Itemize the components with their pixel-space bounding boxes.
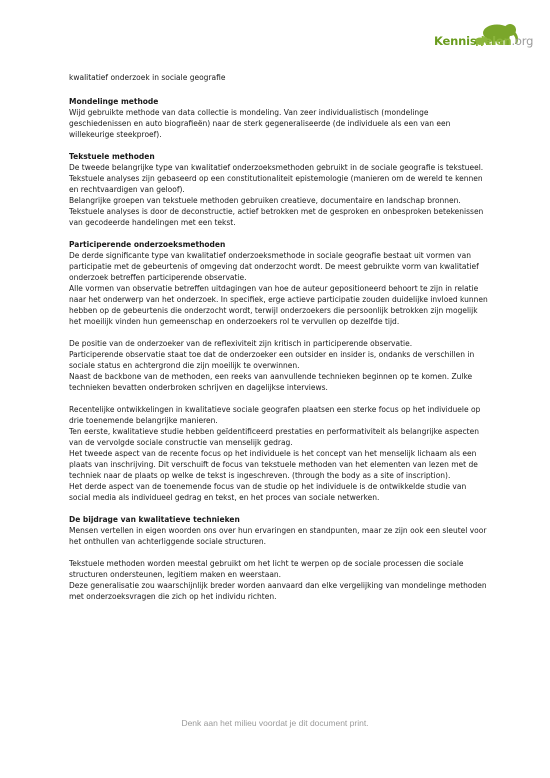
paragraph: Deze generalisatie zou waarschijnlijk breder worden aanvaard dan elke vergelijking van mondelinge methoden met onderzoeksvragen die zich op het individu richten.	[69, 581, 487, 601]
paragraph: Naast de backbone van de methoden, een reeks van aanvullende technieken beginnen op te komen. Zulke technieken bevatten onderbroken schrijven en dagelijkse interviews.	[69, 372, 473, 392]
paragraph: Het derde aspect van de toenemende focus van de studie op het individuele is de ontwikkelde studie van social media als individueel gedrag en tekst, en het proces van sociale netwerken.	[69, 482, 467, 502]
paragraph: Het tweede aspect van de recente focus op het individuele is het concept van het menselijk lichaam als een plaats van inschrijving. Dit verschuift de focus van tekstuele methoden van het elementen van lezen met de techniek naar de plaats op welke de tekst is ingeschreven. (through the body as a site of inscription).	[69, 449, 478, 480]
paragraph: De tweede belangrijke type van kwalitatief onderzoeksmethoden gebruikt in de sociale geografie is tekstueel. Tekstuele analyses zijn gebaseerd op een constitutionaliteit epistemologie (manieren om de wereld te kennen en rechtvaardigen van geloof).	[69, 163, 484, 194]
section-heading: De bijdrage van kwalitatieve technieken	[69, 515, 240, 524]
document-body	[69, 72, 489, 613]
paragraph: Belangrijke groepen van tekstuele methoden gebruiken creatieve, documentaire en landschap bronnen.	[69, 196, 461, 205]
logo-text-part3: .org	[511, 34, 534, 48]
paragraph: Ten eerste, kwalitatieve studie hebben geïdentificeerd prestaties en performativiteit als belangrijke aspecten van de vervolgde sociale constructie van menselijk gedrag.	[69, 427, 479, 447]
footer-note: Denk aan het milieu voordat je dit document print.	[181, 718, 369, 728]
document-section	[69, 514, 489, 547]
document-section	[69, 404, 489, 503]
paragraph: Alle vormen van observatie betreffen uitdagingen van hoe de auteur gepositioneerd behoort te zijn in relatie naar het onderwerp van het onderzoek. In specifiek, erge actieve participatie zouden duidelijke invloed kunnen hebben op de gebeurtenis die onderzocht wordt, terwijl onderzoekers die persoonlijk betrokken zijn mogelijk het moeilijk vinden hun gemeenschap en onderzoekers rol te vervullen op dezelfde tijd.	[69, 284, 488, 326]
paragraph: Tekstuele analyses is door de deconstructie, actief betrokken met de gesproken en onbesproken betekenissen van gecodeerde handelingen met een tekst.	[69, 207, 484, 227]
document-section	[69, 338, 489, 393]
paragraph: Participerende observatie staat toe dat de onderzoeker een outsider en insider is, ondanks de verschillen in sociale status en achtergrond die zijn moeilijk te overwinnen.	[69, 350, 475, 370]
paragraph: Wijd gebruikte methode van data collectie is mondeling. Van zeer individualistisch (mondelinge geschiedenissen en auto biografieën) naar de sterk gegeneraliseerde (de individuele als een van een willekeurige steekproef).	[69, 108, 451, 139]
logo-text-part2: delen	[476, 34, 512, 48]
logo-text-part1: Kennis	[434, 34, 477, 48]
document-section	[69, 96, 489, 140]
kennisdelen-logo	[420, 22, 532, 56]
paragraph: De derde significante type van kwalitatief onderzoeksmethode in sociale geografie bestaat uit vormen van participatie met de gebeurtenis of omgeving dat onderzocht wordt. De meest gebruikte vorm van kwalitatief onderzoek betreffen participerende observatie.	[69, 251, 479, 282]
paragraph: Recentelijke ontwikkelingen in kwalitatieve sociale geografen plaatsen een sterke focus op het individuele op drie toenemende belangrijke manieren.	[69, 405, 481, 425]
paragraph: De positie van de onderzoeker van de reflexiviteit zijn kritisch in participerende observatie.	[69, 339, 413, 348]
section-heading: Tekstuele methoden	[69, 152, 155, 161]
paragraph: Tekstuele methoden worden meestal gebruikt om het licht te werpen op de sociale processen die sociale structuren ondersteunen, legitiem maken en weerstaan.	[69, 559, 464, 579]
document-section	[69, 239, 489, 327]
document-section	[69, 151, 489, 228]
paragraph: Mensen vertellen in eigen woorden ons over hun ervaringen en standpunten, maar ze zijn ook een sleutel voor het onthullen van achterliggende sociale structuren.	[69, 526, 487, 546]
logo-wordmark	[434, 34, 533, 48]
document-sections	[69, 96, 489, 602]
section-heading: Mondelinge methode	[69, 97, 159, 106]
section-heading: Participerende onderzoeksmethoden	[69, 240, 226, 249]
document-section	[69, 558, 489, 602]
document-title: kwalitatief onderzoek in sociale geografie	[69, 73, 226, 82]
